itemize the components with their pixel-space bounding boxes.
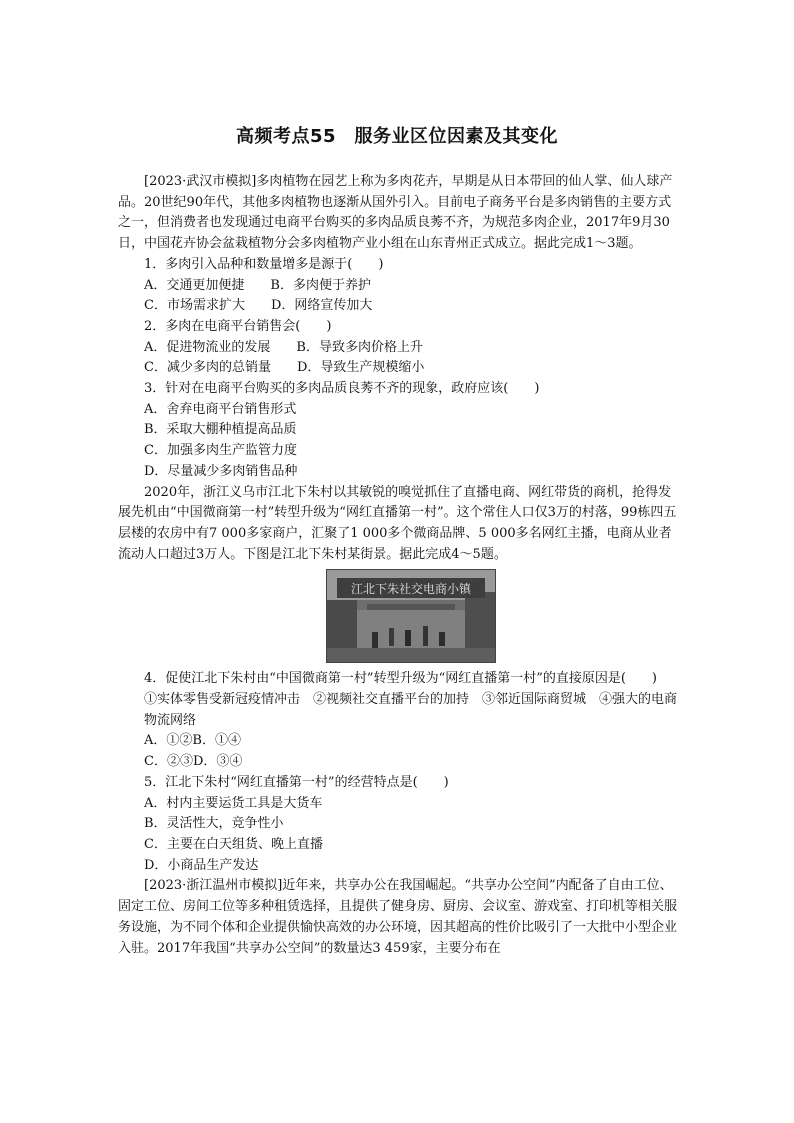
question-5-option-a: A．村内主要运货工具是大货车 — [144, 795, 323, 811]
document-body — [118, 172, 680, 959]
question-4: 4．促使江北下朱村由“中国微商第一村”转型升级为“网红直播第一村”的直接原因是( ) — [144, 671, 657, 687]
passage-2: 2020年，浙江义乌市江北下朱村以其敏锐的嗅觉抓住了直播电商、网红带货的商机，抢得发展先机由“中国微商第一村”转型升级为“网红直播第一村”。这个常住人口仅3万的村落，99栋四五层楼的农房中有7 000多家商户，汇聚了1 000多个微商品牌、5 000多名网红主播，电商从业者流动人口超过3万人。下图是江北下朱村某街景。据此完成4～5题。 — [118, 484, 677, 562]
question-1: 1．多肉引入品种和数量增多是源于( ) — [144, 256, 384, 272]
question-5-option-d: D．小商品生产发达 — [144, 857, 259, 873]
question-4-options-row-2: C．②③D．③④ — [144, 754, 243, 770]
question-3-option-c: C．加强多肉生产监管力度 — [144, 443, 297, 459]
question-3-option-d: D．尽量减少多肉销售品种 — [144, 463, 298, 479]
question-3: 3．针对在电商平台购买的多肉品质良莠不齐的现象，政府应该( ) — [144, 381, 540, 397]
question-2-options-row-2: C．减少多肉的总销量 D．导致生产规模缩小 — [144, 360, 425, 376]
question-4-statements: ①实体零售受新冠疫情冲击 ②视频社交直播平台的加持 ③邻近国际商贸城 ④强大的电商物流网络 — [144, 692, 678, 728]
street-scene-photo — [326, 569, 496, 663]
question-3-option-a: A．舍弃电商平台销售形式 — [144, 401, 297, 417]
page-title: 高频考点55 服务业区位因素及其变化 — [235, 126, 559, 147]
question-2: 2．多肉在电商平台销售会( ) — [144, 318, 332, 334]
question-5-option-c: C．主要在白天组货、晚上直播 — [144, 836, 323, 852]
question-4-options-row-1: A．①②B．①④ — [144, 733, 241, 749]
street-sign-text: 江北下朱社交电商小镇 — [350, 582, 472, 597]
question-3-option-b: B．采取大棚种植提高品质 — [144, 422, 297, 438]
figure-container — [118, 565, 680, 669]
question-5-option-b: B．灵活性大，竞争性小 — [144, 816, 284, 832]
passage-1: [2023·武汉市模拟]多肉植物在园艺上称为多肉花卉，早期是从日本带回的仙人掌、仙人球产品。20世纪90年代，其他多肉植物也逐渐从国外引入。目前电子商务平台是多肉销售的主要方式之一，但消费者也发现通过电商平台购买的多肉品质良莠不齐，为规范多肉企业，2017年9月30日，中国花卉协会盆栽植物分会多肉植物产业小组在山东青州正式成立。据此完成1～3题。 — [118, 174, 673, 252]
question-1-options-row-2: C．市场需求扩大 D．网络宣传加大 — [144, 298, 373, 314]
question-5: 5．江北下朱村“网红直播第一村”的经营特点是( ) — [144, 774, 449, 790]
question-2-options-row-1: A．促进物流业的发展 B．导致多肉价格上升 — [144, 339, 423, 355]
passage-3: [2023·浙江温州市模拟]近年来，共享办公在我国崛起。“共享办公空间”内配备了自由工位、固定工位、房间工位等多种租赁选择，且提供了健身房、厨房、会议室、游戏室、打印机等相关服务设施，为不同个体和企业提供愉快高效的办公环境，因其超高的性价比吸引了一大批中小型企业入驻。2017年我国“共享办公空间”的数量达3 459家，主要分布在 — [118, 878, 678, 956]
question-1-options-row-1: A．交通更加便捷 B．多肉便于养护 — [144, 277, 371, 293]
